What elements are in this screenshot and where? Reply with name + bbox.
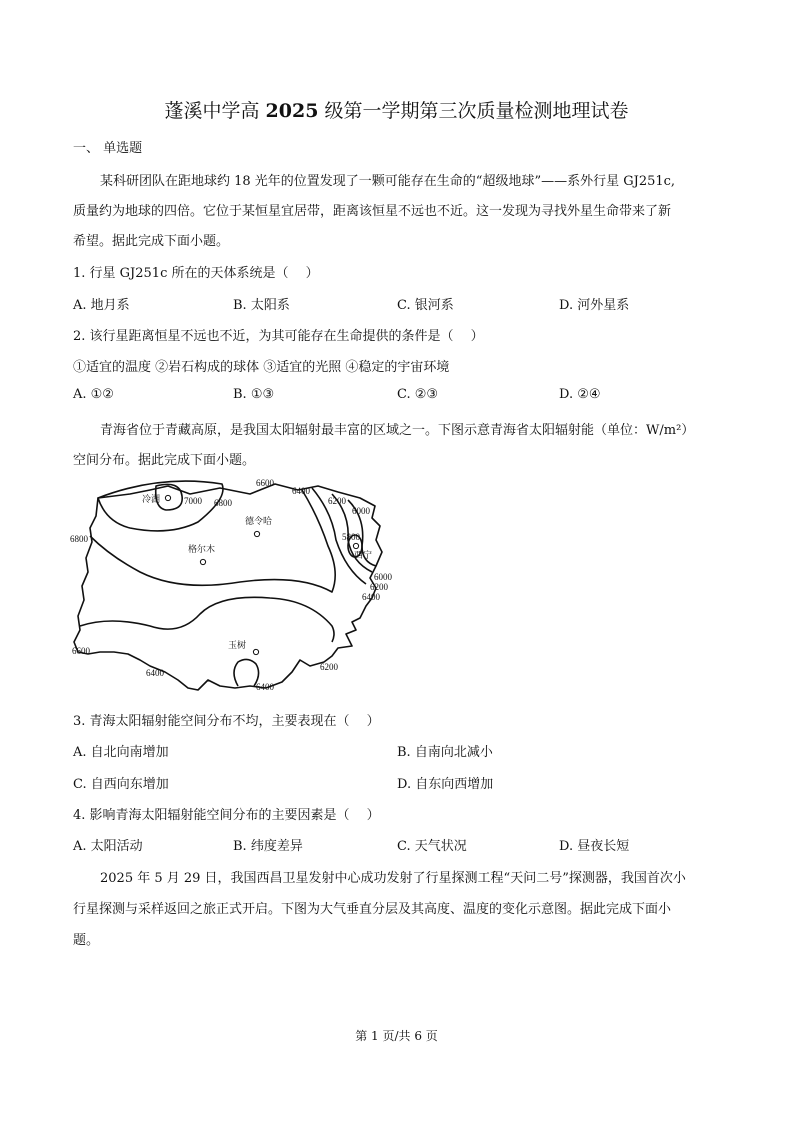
q2-items: ①适宜的温度 ②岩石构成的球体 ③适宜的光照 ④稳定的宇宙环境 (73, 360, 450, 375)
isoline-label: 6600 (72, 646, 90, 656)
passage1-line2: 质量约为地球的四倍。它位于某恒星宜居带，距离该恒星不远也不近。这一发现为寻找外星生命带来了新 (73, 204, 672, 219)
q2-option-a[interactable]: A. ①② (73, 387, 114, 402)
delingha-marker (254, 531, 259, 536)
isoline-label: 6000 (374, 572, 392, 582)
q1-option-a[interactable]: A. 地月系 (73, 298, 130, 313)
geermu-marker (200, 559, 205, 564)
q1-option-b[interactable]: B. 太阳系 (233, 298, 290, 313)
isoline-label: 7000 (184, 496, 202, 506)
passage3-line2: 行星探测与采样返回之旅正式开启。下图为大气垂直分层及其高度、温度的变化示意图。据此完成下面小 (73, 902, 672, 917)
page-footer: 第 1 页/共 6 页 (355, 1029, 438, 1043)
place-geermu: 格尔木 (188, 544, 216, 554)
q3-option-d[interactable]: D. 自东向西增加 (397, 777, 494, 792)
q4-stem: 4. 影响青海太阳辐射能空间分布的主要因素是（ ） (73, 808, 380, 823)
q4-option-a[interactable]: A. 太阳活动 (73, 839, 143, 854)
q3-stem: 3. 青海太阳辐射能空间分布不均，主要表现在（ ） (73, 714, 380, 729)
isoline-label: 6600 (256, 478, 274, 488)
q2-option-d[interactable]: D. ②④ (559, 387, 601, 402)
q4-option-b[interactable]: B. 纬度差异 (233, 839, 303, 854)
isoline-label: 6800 (70, 534, 88, 544)
isoline-label: 6000 (352, 506, 370, 516)
q4-option-d[interactable]: D. 昼夜长短 (559, 839, 630, 854)
page-title: 蓬溪中学高 2025 级第一学期第三次质量检测地理试卷 (164, 100, 629, 122)
isoline-label: 6200 (328, 496, 346, 506)
q4-option-c[interactable]: C. 天气状况 (397, 839, 467, 854)
isoline-label: 6200 (320, 662, 338, 672)
passage2-line2: 空间分布。据此完成下面小题。 (73, 453, 256, 468)
place-delingha: 德令哈 (245, 516, 273, 526)
q2-option-c[interactable]: C. ②③ (397, 387, 439, 402)
isoline-label: 6400 (256, 682, 274, 692)
passage1-line1: 某科研团队在距地球约 18 光年的位置发现了一颗可能存在生命的“超级地球”——系外行星 GJ251c, (100, 174, 676, 189)
lenghu-marker (165, 495, 170, 500)
q3-option-b[interactable]: B. 自南向北减小 (397, 745, 493, 760)
province-boundary (74, 484, 382, 690)
q1-stem: 1. 行星 GJ251c 所在的天体系统是（ ） (73, 266, 319, 281)
isoline-label: 6400 (292, 486, 310, 496)
isoline-label: 5800 (342, 532, 360, 542)
passage1-line3: 希望。据此完成下面小题。 (73, 234, 230, 249)
place-xining: 西宁 (354, 550, 373, 560)
isoline-label: 6800 (214, 498, 232, 508)
passage3-line1: 2025 年 5 月 29 日，我国西昌卫星发射中心成功发射了行星探测工程“天问二号”探测器，我国首次小 (100, 871, 686, 886)
q2-option-b[interactable]: B. ①③ (233, 387, 275, 402)
q3-option-a[interactable]: A. 自北向南增加 (73, 745, 169, 760)
place-yushu: 玉树 (228, 640, 247, 650)
title-year: 2025 (265, 100, 319, 122)
q3-option-c[interactable]: C. 自西向东增加 (73, 777, 169, 792)
isoline-label: 6400 (362, 592, 380, 602)
q1-option-d[interactable]: D. 河外星系 (559, 298, 630, 313)
section-heading: 一、 单选题 (73, 141, 143, 156)
place-lenghu: 冷湖 (142, 494, 161, 504)
isoline-label: 6200 (370, 582, 388, 592)
q1-option-c[interactable]: C. 银河系 (397, 298, 454, 313)
xining-marker (353, 543, 358, 548)
passage2-line1: 青海省位于青藏高原，是我国太阳辐射最丰富的区域之一。下图示意青海省太阳辐射能（单位：W/m²） (100, 423, 695, 438)
isoline-label: 6400 (146, 668, 164, 678)
q2-stem: 2. 该行星距离恒星不远也不近，为其可能存在生命提供的条件是（ ） (73, 329, 484, 344)
qinghai-solar-radiation-map (70, 476, 400, 696)
yushu-marker (253, 649, 258, 654)
passage3-line3: 题。 (73, 933, 100, 948)
